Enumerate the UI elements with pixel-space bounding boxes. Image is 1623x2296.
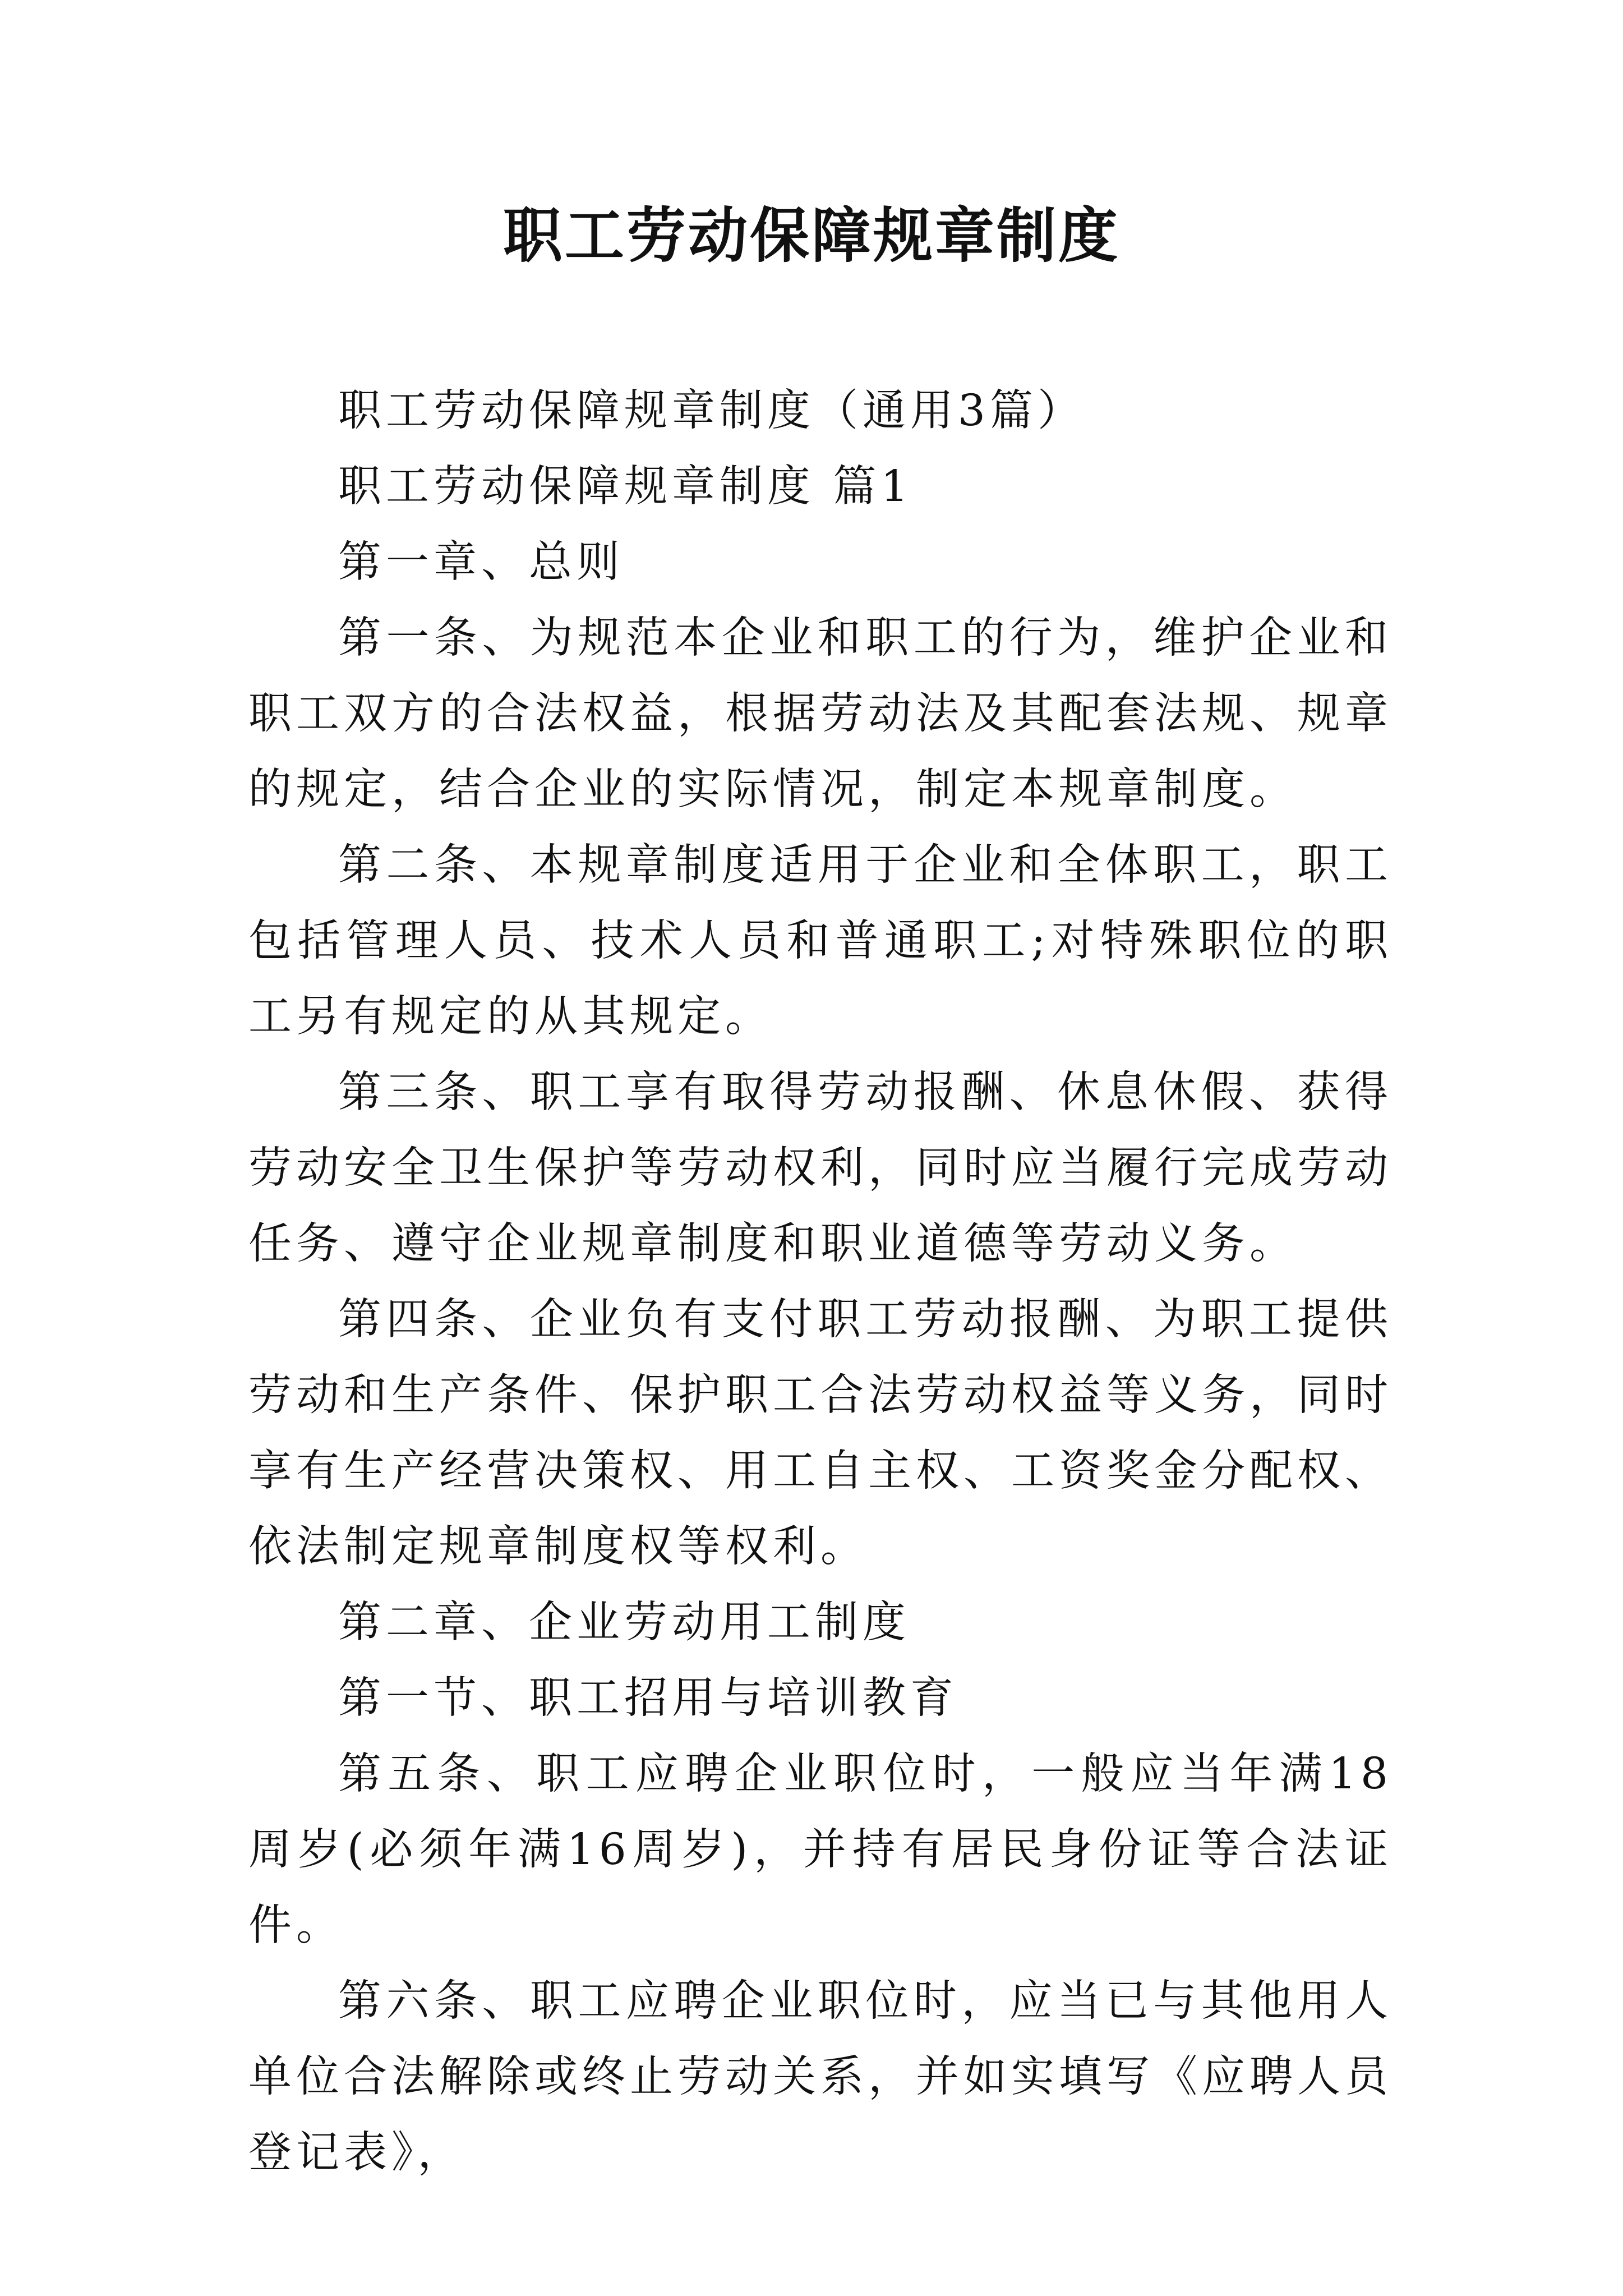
article-paragraph: 第六条、职工应聘企业职位时，应当已与其他用人单位合法解除或终止劳动关系，并如实填写《应聘人员登记表》，	[248, 1976, 1393, 2178]
article-paragraph: 第四条、企业负有支付职工劳动报酬、为职工提供劳动和生产条件、保护职工合法劳动权益等义务，同时享有生产经营决策权、用工自主权、工资奖金分配权、依法制定规章制度权等权利。	[248, 1295, 1393, 1572]
paragraph: 职工劳动保障规章制度（通用3篇）	[338, 386, 1085, 436]
article-paragraph: 第三条、职工享有取得劳动报酬、休息休假、获得劳动安全卫生保护等劳动权利，同时应当履行完成劳动任务、遵守企业规章制度和职业道德等劳动义务。	[248, 1068, 1393, 1269]
article-paragraph: 第五条、职工应聘企业职位时，一般应当年满18周岁(必须年满16周岁)，并持有居民身份证等合法证件。	[248, 1749, 1393, 1950]
article-paragraph: 第一条、为规范本企业和职工的行为，维护企业和职工双方的合法权益，根据劳动法及其配套法规、规章的规定，结合企业的实际情况，制定本规章制度。	[248, 613, 1393, 815]
document-body	[248, 373, 1393, 2191]
paragraph: 职工劳动保障规章制度 篇1	[338, 462, 913, 512]
chapter-heading: 第二章、企业劳动用工制度	[338, 1598, 910, 1648]
chapter-heading: 第一章、总则	[338, 537, 624, 587]
document-title: 职工劳动保障规章制度	[503, 200, 1120, 270]
section-heading: 第一节、职工招用与培训教育	[338, 1673, 958, 1723]
article-paragraph: 第二条、本规章制度适用于企业和全体职工，职工包括管理人员、技术人员和普通职工;对特殊职位的职工另有规定的从其规定。	[248, 840, 1393, 1042]
